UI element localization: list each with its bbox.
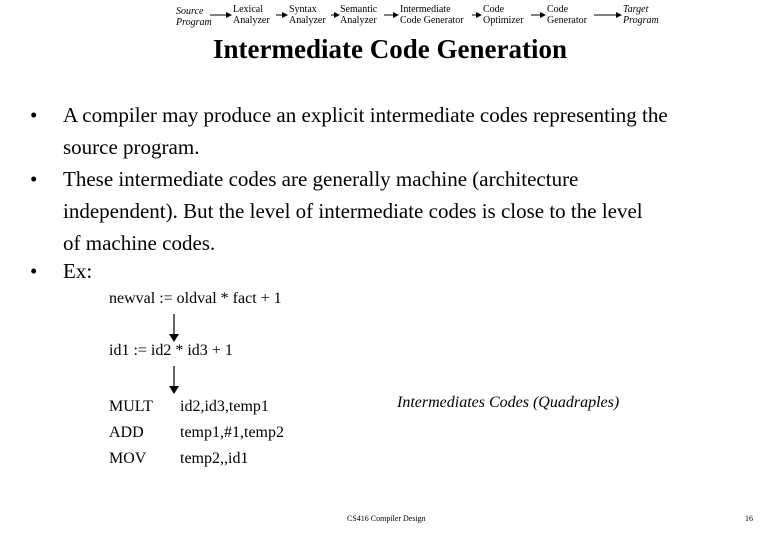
source-statement: newval := oldval * fact + 1 xyxy=(109,290,282,307)
bullet-2-line-2: independent). But the level of intermediate codes is close to the level xyxy=(63,199,643,223)
bullet-1-line-1: A compiler may produce an explicit intermediate codes representing the xyxy=(63,103,668,127)
pipeline-target-line1: Target xyxy=(623,4,649,15)
pipeline-stage-codegen-line2: Generator xyxy=(547,15,587,26)
pipeline-stage-semantic-line2: Analyzer xyxy=(340,15,377,26)
pipeline-stage-syntax-line1: Syntax xyxy=(289,4,317,15)
quadruples-note: Intermediates Codes (Quadraples) xyxy=(397,394,620,411)
quad-args-3: temp2,,id1 xyxy=(180,450,249,467)
down-arrow-icon xyxy=(164,364,184,396)
quad-op-2: ADD xyxy=(109,424,144,441)
pipeline-stage-icg-line2: Code Generator xyxy=(400,15,464,26)
quad-args xyxy=(180,394,284,472)
quad-op-3: MOV xyxy=(109,450,147,467)
bullet-marker-1: • xyxy=(30,103,38,127)
pipeline-stage-lexical-line1: Lexical xyxy=(233,4,263,15)
pipeline-stage-syntax-line2: Analyzer xyxy=(289,15,326,26)
pipeline-source-line2: Program xyxy=(176,17,212,28)
quad-ops xyxy=(109,394,153,472)
bullet-3 xyxy=(63,255,92,287)
bullet-2-line-1: These intermediate codes are generally machine (architecture xyxy=(63,167,579,191)
bullet-3-line-1: Ex: xyxy=(63,259,93,283)
pipeline-stage-optimizer-line1: Code xyxy=(483,4,505,15)
pipeline-arrows xyxy=(0,0,780,30)
quad-op-1: MULT xyxy=(109,398,153,415)
slide-title: Intermediate Code Generation xyxy=(213,34,567,64)
pipeline-stage-lexical-line2: Analyzer xyxy=(233,15,270,26)
pipeline-stage-icg-line1: Intermediate xyxy=(400,4,451,15)
bullet-1 xyxy=(63,99,668,163)
pipeline-target-line2: Program xyxy=(623,15,659,26)
bullet-1-line-2: source program. xyxy=(63,135,200,159)
footer-course: CS416 Compiler Design xyxy=(347,514,426,523)
pipeline-source-line1: Source xyxy=(176,6,204,17)
pipeline-stage-optimizer-line2: Optimizer xyxy=(483,15,524,26)
quad-args-1: id2,id3,temp1 xyxy=(180,398,269,415)
quad-args-2: temp1,#1,temp2 xyxy=(180,424,284,441)
page-number: 16 xyxy=(745,514,753,523)
bullet-marker-3: • xyxy=(30,259,38,283)
down-arrow-icon xyxy=(164,312,184,344)
bullet-2-line-3: of machine codes. xyxy=(63,231,216,255)
bullet-2 xyxy=(63,163,643,259)
bullet-marker-2: • xyxy=(30,167,38,191)
pipeline-stage-semantic-line1: Semantic xyxy=(340,4,378,15)
ids-statement: id1 := id2 * id3 + 1 xyxy=(109,342,233,359)
pipeline-stage-codegen-line1: Code xyxy=(547,4,569,15)
